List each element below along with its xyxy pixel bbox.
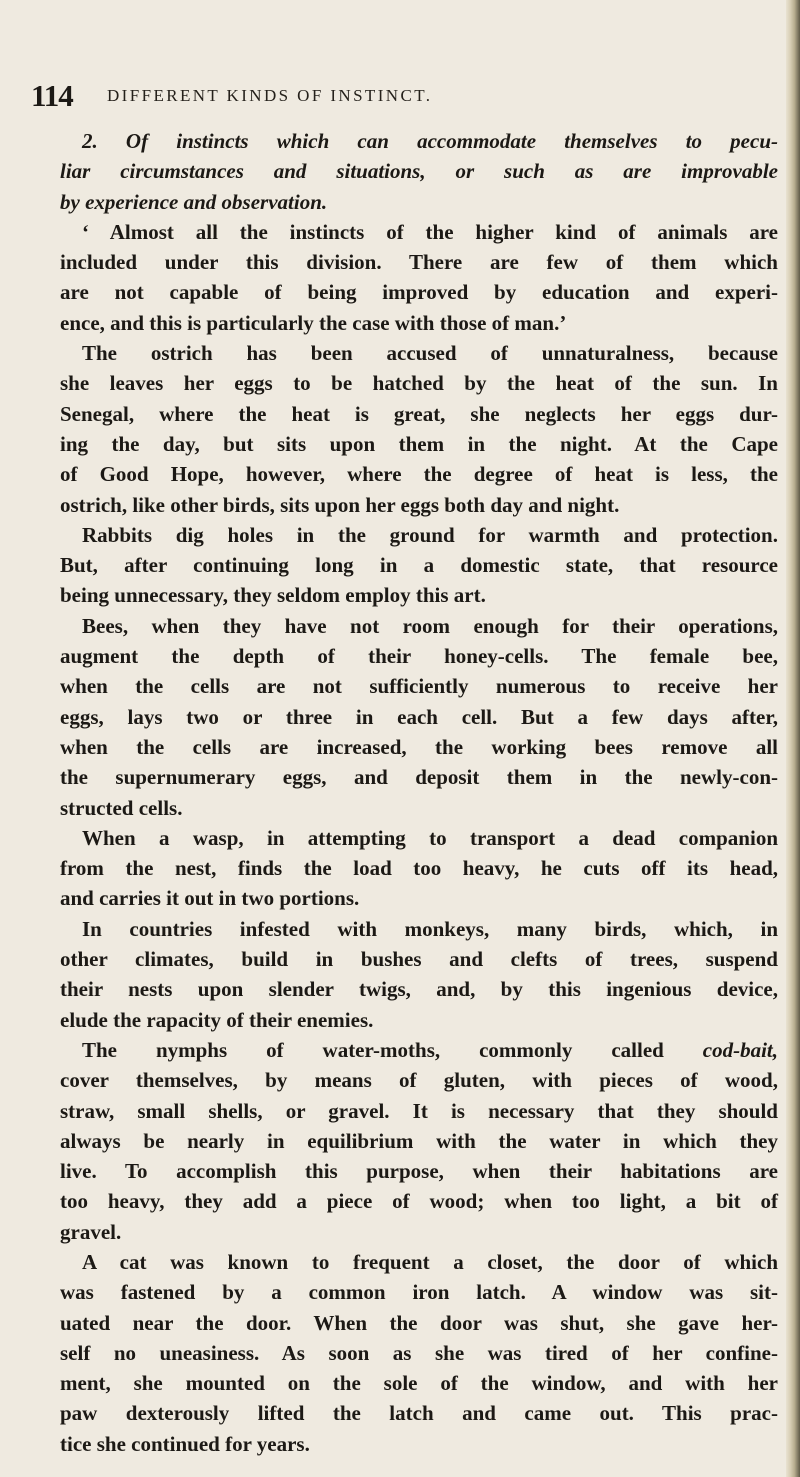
text-line: But, after continuing long in a domestic state, that resource xyxy=(60,553,778,578)
text-line: ostrich, like other birds, sits upon her eggs both day and night. xyxy=(60,492,620,517)
text-line: In countries infested with monkeys, many birds, which, in xyxy=(82,916,778,941)
page-number: 114 xyxy=(31,78,73,113)
text-line: liar circumstances and situations, or such as are improvable xyxy=(60,159,778,184)
text-line: other climates, build in bushes and clefts of trees, suspend xyxy=(60,947,778,972)
text-line: Rabbits dig holes in the ground for warmth and protection. xyxy=(82,522,778,547)
page-edge xyxy=(786,0,800,1477)
text-line: when the cells are increased, the working bees remove all xyxy=(60,734,778,759)
text-line: eggs, lays two or three in each cell. But a few days after, xyxy=(60,704,778,729)
running-head: DIFFERENT KINDS OF INSTINCT. xyxy=(107,86,433,105)
text-line: elude the rapacity of their enemies. xyxy=(60,1007,374,1032)
text-line: was fastened by a common iron latch. A window was sit- xyxy=(60,1280,778,1305)
text-line: ing the day, but sits upon them in the night. At the Cape xyxy=(60,431,778,456)
text-line: gravel. xyxy=(60,1219,122,1244)
text-line: paw dexterously lifted the latch and came out. This prac- xyxy=(60,1401,778,1426)
text-line: self no uneasiness. As soon as she was tired of her confine- xyxy=(60,1340,778,1365)
text-line: are not capable of being improved by education and experi- xyxy=(60,280,778,305)
text-line: too heavy, they add a piece of wood; when too light, a bit of xyxy=(60,1189,778,1214)
text-line: their nests upon slender twigs, and, by this ingenious device, xyxy=(60,977,778,1002)
text-line: ‘ Almost all the instincts of the higher kind of animals are xyxy=(82,219,778,244)
text-line: by experience and observation. xyxy=(60,189,328,214)
text-line: of Good Hope, however, where the degree of heat is less, the xyxy=(60,462,778,487)
text-line: she leaves her eggs to be hatched by the heat of the sun. In xyxy=(60,371,778,396)
text-line: straw, small shells, or gravel. It is necessary that they should xyxy=(60,1098,778,1123)
text-line: cover themselves, by means of gluten, with pieces of wood, xyxy=(60,1068,778,1093)
text-line: Bees, when they have not room enough for their operations, xyxy=(82,613,778,638)
text-line: The ostrich has been accused of unnaturalness, because xyxy=(82,341,778,366)
text-line: uated near the door. When the door was shut, she gave her- xyxy=(60,1310,778,1335)
text-line: The nymphs of water-moths, commonly called cod-bait, xyxy=(82,1037,778,1062)
text-line: ence, and this is particularly the case with those of man.’ xyxy=(60,310,567,335)
text-line: When a wasp, in attempting to transport a dead companion xyxy=(82,825,778,850)
text-line: and carries it out in two portions. xyxy=(60,886,360,911)
text-line: from the nest, finds the load too heavy, he cuts off its head, xyxy=(60,856,778,881)
text-line: the supernumerary eggs, and deposit them in the newly-con- xyxy=(60,765,778,790)
text-line: augment the depth of their honey-cells. The female bee, xyxy=(60,644,778,669)
text-line: ment, she mounted on the sole of the window, and with her xyxy=(60,1371,778,1396)
page-header xyxy=(31,78,771,114)
body-text xyxy=(60,126,778,1459)
text-line: included under this division. There are few of them which xyxy=(60,250,778,275)
text-line: tice she continued for years. xyxy=(60,1431,310,1456)
text-line: structed cells. xyxy=(60,795,183,820)
text-line: A cat was known to frequent a closet, the door of which xyxy=(82,1249,778,1274)
text-line: always be nearly in equilibrium with the water in which they xyxy=(60,1128,778,1153)
text-line: 2. Of instincts which can accommodate themselves to pecu- xyxy=(82,129,778,153)
text-line: Senegal, where the heat is great, she neglects her eggs dur- xyxy=(60,401,778,426)
text-line: being unnecessary, they seldom employ this art. xyxy=(60,583,486,608)
text-line: live. To accomplish this purpose, when their habitations are xyxy=(60,1159,778,1184)
text-line: when the cells are not sufficiently numerous to receive her xyxy=(60,674,778,699)
